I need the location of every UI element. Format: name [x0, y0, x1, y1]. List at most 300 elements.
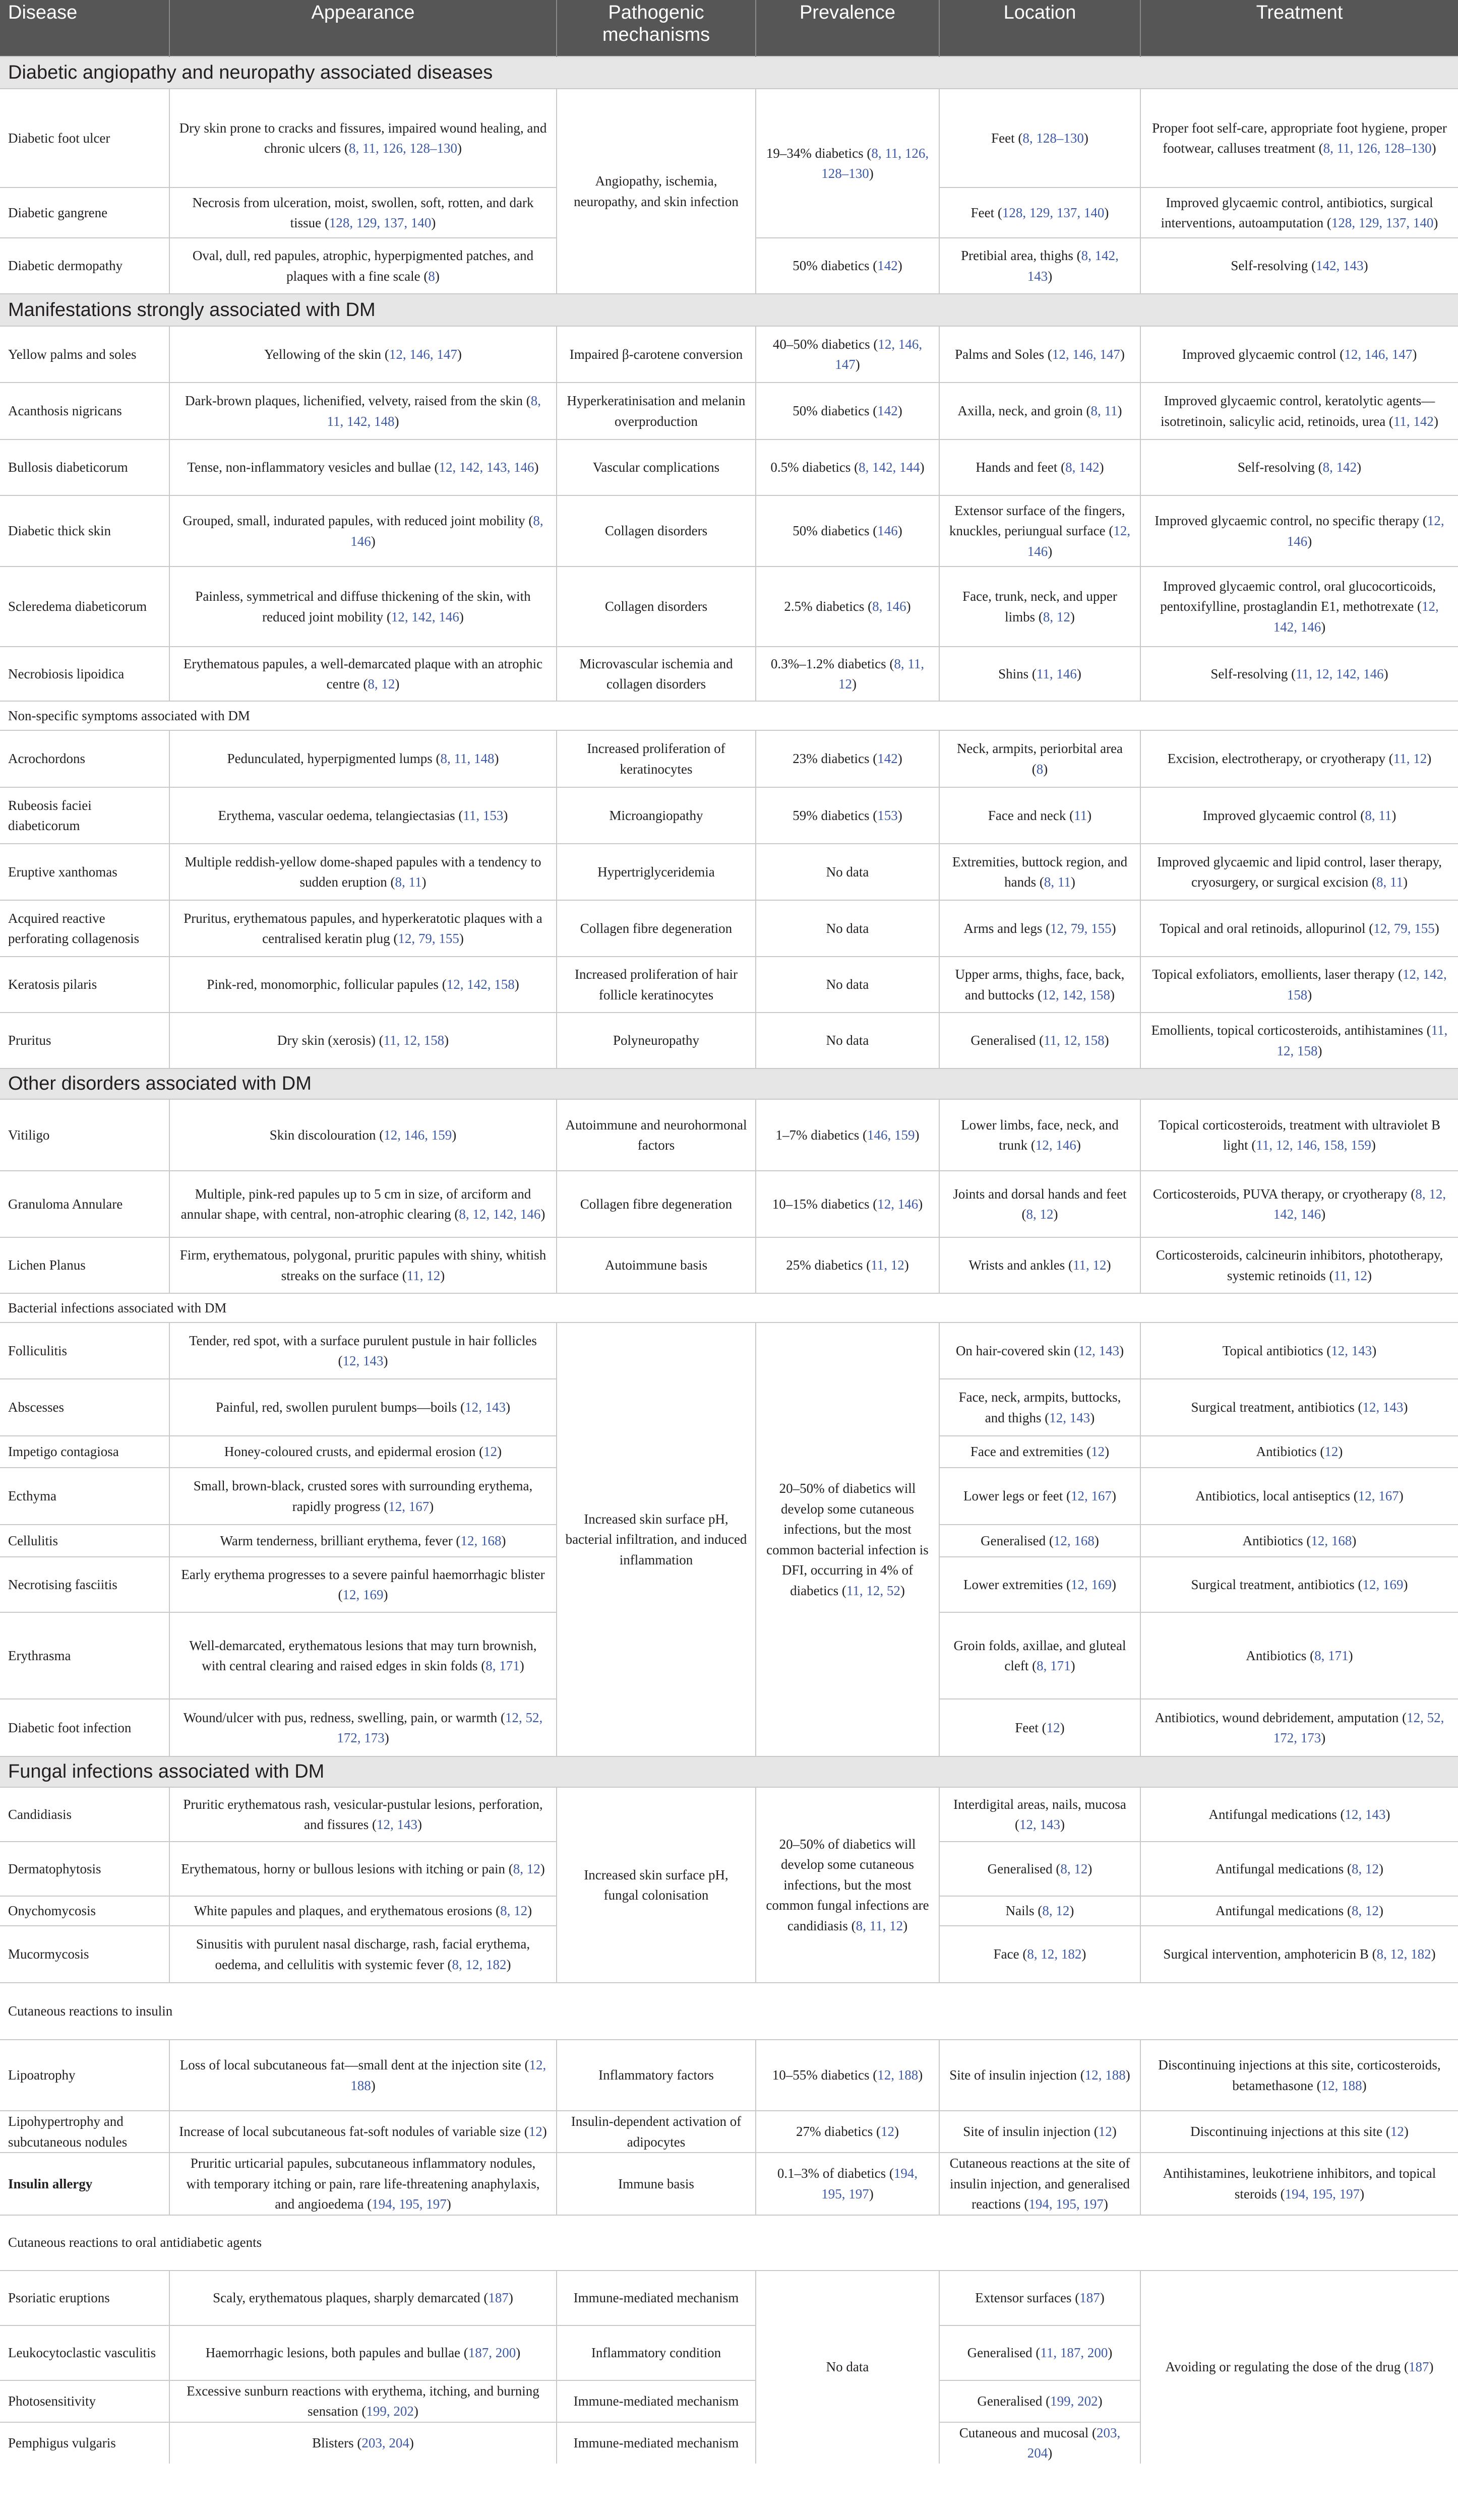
disease-text: Acquired reactive perforating collagenosis	[8, 910, 140, 946]
subsection-title: Bacterial infections associated with DM	[0, 1293, 1458, 1322]
reference-link[interactable]: 8, 12	[500, 1903, 528, 1919]
appearance-cell	[169, 1699, 557, 1756]
location-text: Generalised (	[970, 1033, 1044, 1048]
reference-link[interactable]: 8, 11	[395, 874, 422, 890]
reference-link[interactable]: 203, 204	[361, 2435, 409, 2450]
location-text-close: )	[1100, 2290, 1105, 2305]
disease-cell	[0, 187, 169, 238]
reference-link[interactable]: 8, 12, 182	[452, 1957, 507, 1972]
appearance-text: Erythematous papules, a well-demarcated plaque with an atrophic centre (	[183, 656, 543, 691]
reference-link[interactable]: 8, 12, 182	[1376, 1946, 1431, 1962]
reference-link[interactable]: 8, 12	[1351, 1903, 1379, 1919]
disease-text: Pemphigus vulgaris	[8, 2435, 116, 2450]
location-text-close: )	[1069, 1903, 1074, 1919]
location-text-close: )	[1060, 1817, 1065, 1832]
location-cell	[939, 1525, 1140, 1557]
reference-link[interactable]: 8, 11, 148	[440, 751, 495, 767]
reference-link[interactable]: 12, 167	[1358, 1488, 1399, 1504]
treatment-cell	[1140, 2153, 1458, 2215]
treatment-text-close: )	[1378, 1903, 1383, 1919]
reference-link[interactable]: 8, 171	[1314, 1648, 1349, 1663]
location-cell	[939, 844, 1140, 900]
reference-link[interactable]: 11, 146	[1036, 666, 1077, 681]
appearance-cell	[169, 844, 557, 900]
mechanism-cell	[557, 647, 756, 701]
disease-text: Acanthosis nigricans	[8, 403, 122, 419]
treatment-text-close: )	[1307, 533, 1312, 549]
reference-link[interactable]: 12, 143	[376, 1817, 417, 1832]
mechanism-text: Increased proliferation of keratinocytes	[587, 741, 725, 777]
reference-link[interactable]: 12, 143	[342, 1353, 384, 1368]
treatment-text-close: )	[1433, 215, 1438, 230]
prevalence-text: 40–50% diabetics (	[772, 336, 878, 352]
reference-link[interactable]: 146	[877, 523, 898, 539]
reference-link[interactable]: 11, 12	[1073, 1257, 1107, 1273]
reference-link[interactable]: 199, 202	[366, 2404, 414, 2419]
location-cell	[939, 1237, 1140, 1293]
reference-link[interactable]: 8, 12	[368, 676, 395, 691]
appearance-text: White papules and plaques, and erythematous erosions (	[194, 1903, 501, 1919]
mechanism-text: Autoimmune basis	[604, 1257, 708, 1273]
mechanism-cell	[557, 1237, 756, 1293]
treatment-text: Discontinuing injections at this site, corticosteroids, betamethasone (	[1158, 2057, 1441, 2093]
appearance-text-close: )	[395, 676, 400, 691]
reference-link[interactable]: 187	[1408, 2359, 1429, 2375]
prevalence-cell	[756, 238, 939, 294]
disease-text: Pruritus	[8, 1033, 51, 1048]
reference-link[interactable]: 11, 12, 158	[1044, 1033, 1105, 1048]
appearance-text: Necrosis from ulceration, moist, swollen, soft, rotten, and dark tissue (	[192, 195, 534, 230]
reference-link[interactable]: 12, 143	[1019, 1817, 1060, 1832]
reference-link[interactable]: 12	[483, 1444, 498, 1460]
treatment-text: Emollients, topical corticosteroids, antihistamines (	[1151, 1023, 1431, 1038]
treatment-cell	[1140, 730, 1458, 787]
reference-link[interactable]: 187	[488, 2290, 509, 2305]
location-text: Generalised (	[987, 1861, 1061, 1876]
location-text: Wrists and ankles (	[968, 1257, 1073, 1273]
reference-link[interactable]: 8, 11, 126, 128–130	[1323, 141, 1432, 156]
appearance-cell	[169, 2380, 557, 2422]
reference-link[interactable]: 199, 202	[1050, 2393, 1098, 2409]
treatment-cell	[1140, 900, 1458, 957]
appearance-text-close: )	[519, 1658, 524, 1673]
reference-link[interactable]: 11, 142	[1393, 413, 1434, 429]
location-text: Extensor surfaces (	[975, 2290, 1080, 2305]
prevalence-cell	[756, 2271, 939, 2464]
reference-link[interactable]: 12, 142, 146	[1273, 599, 1439, 635]
disease-text: Diabetic foot infection	[8, 1720, 132, 1735]
disease-cell	[0, 495, 169, 566]
reference-link[interactable]: 142, 143	[1316, 258, 1364, 274]
disease-cell	[0, 1379, 169, 1436]
treatment-text-close: )	[1372, 1343, 1377, 1358]
location-text-close: )	[1094, 1533, 1099, 1548]
treatment-text: Antifungal medications (	[1216, 1861, 1352, 1876]
reference-link[interactable]: 12, 188	[350, 2057, 546, 2093]
reference-link[interactable]: 8, 12	[513, 1861, 540, 1876]
reference-link[interactable]: 12, 146, 147	[389, 346, 457, 362]
table-row	[0, 326, 1458, 383]
prevalence-cell	[756, 2153, 939, 2215]
reference-link[interactable]: 8	[428, 268, 435, 284]
reference-link[interactable]: 8, 12	[1351, 1861, 1379, 1876]
reference-link[interactable]: 11, 153	[463, 807, 504, 823]
reference-link[interactable]: 12, 169	[1362, 1577, 1404, 1592]
disease-text: Scleredema diabeticorum	[8, 599, 147, 614]
table-row	[0, 957, 1458, 1013]
mechanism-text: Angiopathy, ischemia, neuropathy, and skin infection	[574, 173, 739, 209]
treatment-cell	[1140, 844, 1458, 900]
reference-link[interactable]: 12, 52, 172, 173	[1273, 1710, 1444, 1745]
reference-link[interactable]: 12, 143	[1345, 1806, 1386, 1822]
mechanism-cell	[557, 1322, 756, 1756]
location-cell	[939, 1379, 1140, 1436]
prevalence-text-close: )	[869, 2186, 874, 2201]
location-cell	[939, 1926, 1140, 1983]
reference-link[interactable]: 8, 11	[1044, 874, 1071, 890]
disease-cell	[0, 2325, 169, 2380]
treatment-text: Surgical intervention, amphotericin B (	[1163, 1946, 1377, 1962]
treatment-text-close: )	[1360, 2186, 1365, 2201]
reference-link[interactable]: 194, 195, 197	[1285, 2186, 1360, 2201]
prevalence-text: 0.5% diabetics (	[770, 460, 859, 475]
appearance-text-close: )	[440, 1268, 445, 1283]
reference-link[interactable]: 12, 142, 158	[1042, 987, 1110, 1002]
reference-link[interactable]: 12, 146	[1035, 1138, 1076, 1153]
appearance-text: Well-demarcated, erythematous lesions that may turn brownish, with central clearing and raised edges in skin folds (	[189, 1637, 537, 1673]
appearance-cell	[169, 566, 557, 647]
reference-link[interactable]: 8, 12	[1060, 1861, 1088, 1876]
mechanism-text: Immune basis	[618, 2176, 694, 2191]
location-text: Face, neck, armpits, buttocks, and thighs (	[958, 1390, 1121, 1425]
location-text: Feet (	[970, 205, 1002, 220]
disease-cell	[0, 89, 169, 187]
prevalence-cell	[756, 326, 939, 383]
reference-link[interactable]: 142	[877, 751, 898, 767]
location-cell	[939, 1896, 1140, 1926]
reference-link[interactable]: 11, 12	[1333, 1268, 1367, 1283]
appearance-text: Early erythema progresses to a severe painful haemorrhagic blister (	[181, 1566, 545, 1602]
mechanism-text: Immune-mediated mechanism	[573, 2290, 739, 2305]
table-row	[0, 1013, 1458, 1068]
reference-link[interactable]: 12, 168	[1311, 1533, 1352, 1548]
location-cell	[939, 2325, 1140, 2380]
disease-text: Acrochordons	[8, 751, 85, 767]
reference-link[interactable]: 8, 12, 142, 146	[1273, 1186, 1446, 1222]
reference-link[interactable]: 12, 169	[1070, 1577, 1112, 1592]
table-row	[0, 2271, 1458, 2325]
appearance-text: Oval, dull, red papules, atrophic, hyperpigmented patches, and plaques with a fine scale (	[192, 248, 534, 284]
reference-link[interactable]: 8, 171	[1037, 1658, 1071, 1673]
appearance-text-close: )	[435, 268, 440, 284]
prevalence-text-close: )	[897, 403, 902, 419]
prevalence-text: No data	[826, 1033, 869, 1048]
reference-link[interactable]: 8, 12	[1042, 1903, 1070, 1919]
reference-link[interactable]: 12, 188	[877, 2067, 919, 2083]
prevalence-text-close: )	[897, 258, 902, 274]
mechanism-text: Inflammatory factors	[598, 2067, 714, 2083]
location-cell	[939, 2153, 1140, 2215]
reference-link[interactable]: 153	[877, 807, 898, 823]
prevalence-cell	[756, 647, 939, 701]
treatment-text: Improved glycaemic control (	[1182, 346, 1345, 362]
reference-link[interactable]: 11, 12, 146, 158, 159	[1256, 1138, 1371, 1153]
reference-link[interactable]: 8, 11	[1090, 403, 1118, 419]
appearance-cell	[169, 647, 557, 701]
reference-link[interactable]: 128, 129, 137, 140	[329, 215, 432, 230]
reference-link[interactable]: 11, 12, 142, 146	[1296, 666, 1384, 681]
reference-link[interactable]: 8, 11, 12	[856, 1918, 903, 1933]
appearance-text: Loss of local subcutaneous fat—small dent at the injection site (	[179, 2057, 529, 2072]
treatment-cell	[1140, 1787, 1458, 1842]
disease-text: Vitiligo	[8, 1127, 50, 1143]
reference-link[interactable]: 203, 204	[1027, 2425, 1121, 2461]
appearance-text: Dry skin prone to cracks and fissures, impaired wound healing, and chronic ulcers (	[179, 120, 547, 156]
reference-link[interactable]: 146, 159	[867, 1127, 915, 1143]
reference-link[interactable]: 8, 11	[1376, 874, 1403, 890]
prevalence-text-close: )	[852, 676, 857, 691]
reference-link[interactable]: 12, 79, 155	[1373, 920, 1435, 936]
reference-link[interactable]: 12, 168	[1053, 1533, 1095, 1548]
location-text: Lower limbs, face, neck, and trunk (	[961, 1117, 1119, 1153]
reference-link[interactable]: 8, 11, 126, 128–130	[821, 145, 929, 181]
disease-cell	[0, 787, 169, 844]
reference-link[interactable]: 11, 187, 200	[1040, 2345, 1108, 2360]
mechanism-cell	[557, 2271, 756, 2325]
prevalence-text: 50% diabetics (	[793, 523, 878, 539]
reference-link[interactable]: 128, 129, 137, 140	[1331, 215, 1434, 230]
disease-text: Necrobiosis lipoidica	[8, 666, 125, 681]
reference-link[interactable]: 128, 129, 137, 140	[1002, 205, 1105, 220]
appearance-text-close: )	[383, 1353, 388, 1368]
section-header-row	[0, 294, 1458, 326]
reference-link[interactable]: 194, 195, 197	[821, 2166, 918, 2201]
location-text-close: )	[1076, 666, 1081, 681]
appearance-text-close: )	[514, 977, 519, 992]
mechanism-text: Collagen fibre degeneration	[580, 1196, 733, 1212]
reference-link[interactable]: 187	[1079, 2290, 1100, 2305]
treatment-cell	[1140, 1842, 1458, 1896]
reference-link[interactable]: 12, 146, 159	[384, 1127, 452, 1143]
reference-link[interactable]: 8, 128–130	[1022, 130, 1084, 146]
location-text: Axilla, neck, and groin (	[957, 403, 1091, 419]
location-text-close: )	[1081, 1946, 1086, 1962]
appearance-text: Painful, red, swollen purulent bumps—boils (	[215, 1400, 465, 1415]
appearance-cell	[169, 1787, 557, 1842]
reference-link[interactable]: 12, 142, 143, 146	[439, 460, 534, 475]
location-text-close: )	[1060, 1720, 1065, 1735]
reference-link[interactable]: 12, 146	[1027, 523, 1131, 559]
reference-link[interactable]: 12, 79, 155	[1050, 920, 1112, 936]
table-row	[0, 495, 1458, 566]
treatment-text: Topical antibiotics (	[1222, 1343, 1331, 1358]
prevalence-text-close: )	[897, 751, 902, 767]
treatment-text: Surgical treatment, antibiotics (	[1191, 1400, 1363, 1415]
reference-link[interactable]: 12, 188	[1084, 2067, 1126, 2083]
reference-link[interactable]: 12, 143	[1362, 1400, 1404, 1415]
reference-link[interactable]: 11	[1074, 807, 1087, 823]
reference-link[interactable]: 8, 11, 126, 128–130	[348, 141, 457, 156]
mechanism-cell	[557, 566, 756, 647]
reference-link[interactable]: 11, 12	[1393, 751, 1427, 767]
reference-link[interactable]: 12, 52, 172, 173	[337, 1710, 543, 1745]
treatment-cell	[1140, 1379, 1458, 1436]
prevalence-text: 0.3%–1.2% diabetics (	[770, 656, 894, 671]
reference-link[interactable]: 12, 146	[1287, 513, 1444, 549]
treatment-text: Proper foot self-care, appropriate foot hygiene, proper footwear, calluses treatment (	[1152, 120, 1447, 156]
appearance-text: Sinusitis with purulent nasal discharge, rash, facial erythema, oedema, and cellulitis with systemic fever (	[196, 1936, 530, 1972]
reference-link[interactable]: 12, 167	[1070, 1488, 1112, 1504]
reference-link[interactable]: 8, 142	[1065, 460, 1100, 475]
location-cell	[939, 900, 1140, 957]
appearance-cell	[169, 495, 557, 566]
location-cell	[939, 1013, 1140, 1068]
treatment-text-close: )	[1391, 807, 1396, 823]
appearance-text: Painless, symmetrical and diffuse thickening of the skin, with reduced joint mobility (	[195, 589, 531, 624]
disease-text: Insulin allergy	[8, 2176, 93, 2191]
location-text-close: )	[1070, 1658, 1075, 1673]
disease-text: Cellulitis	[8, 1533, 58, 1548]
reference-link[interactable]: 8, 12, 182	[1027, 1946, 1082, 1962]
treatment-text-close: )	[1362, 2077, 1367, 2093]
reference-link[interactable]: 11, 12, 158	[1277, 1023, 1448, 1058]
reference-link[interactable]: 12, 146, 147	[1344, 346, 1413, 362]
header-pathogenic-mechanisms: Pathogenic mechanisms	[557, 0, 756, 56]
prevalence-text-close: )	[906, 599, 911, 614]
reference-link[interactable]: 8, 142, 143	[1027, 248, 1119, 284]
reference-link[interactable]: 8, 146	[872, 599, 906, 614]
reference-link[interactable]: 12	[1091, 1444, 1105, 1460]
location-cell	[939, 1171, 1140, 1237]
location-cell	[939, 1699, 1140, 1756]
reference-link[interactable]: 12, 143	[1331, 1343, 1372, 1358]
treatment-cell	[1140, 1896, 1458, 1926]
header-disease: Disease	[0, 0, 169, 56]
reference-link[interactable]: 8, 142, 144	[859, 460, 920, 475]
reference-link[interactable]: 8, 12	[1026, 1207, 1054, 1222]
treatment-text-close: )	[1429, 2359, 1434, 2375]
disease-cell	[0, 2380, 169, 2422]
appearance-text-close: )	[457, 141, 462, 156]
disease-text: Dermatophytosis	[8, 1861, 101, 1876]
reference-link[interactable]: 8, 171	[485, 1658, 520, 1673]
reference-link[interactable]: 12, 146	[877, 1196, 919, 1212]
reference-link[interactable]: 12, 188	[1321, 2077, 1362, 2093]
reference-link[interactable]: 187, 200	[468, 2345, 516, 2360]
disease-text: Folliculitis	[8, 1343, 68, 1358]
reference-link[interactable]: 12	[1324, 1444, 1339, 1460]
reference-link[interactable]: 8	[1036, 761, 1044, 777]
reference-link[interactable]: 194, 195, 197	[372, 2196, 447, 2212]
disease-text: Erythrasma	[8, 1648, 71, 1663]
prevalence-text: No data	[826, 864, 869, 879]
treatment-cell	[1140, 566, 1458, 647]
reference-link[interactable]: 8, 11, 12	[838, 656, 925, 691]
mechanism-text: Increased skin surface pH, fungal colonisation	[584, 1867, 728, 1903]
reference-link[interactable]: 142	[877, 403, 898, 419]
disease-text: Photosensitivity	[8, 2393, 96, 2409]
table-row	[0, 1237, 1458, 1293]
reference-link[interactable]: 194, 195, 197	[1028, 2196, 1104, 2212]
disease-cell	[0, 1436, 169, 1468]
reference-link[interactable]: 8, 12, 142, 146	[459, 1207, 541, 1222]
reference-link[interactable]: 12, 146, 147	[835, 336, 923, 372]
reference-link[interactable]: 8, 11, 142, 148	[327, 393, 541, 429]
header-appearance: Appearance	[169, 0, 557, 56]
reference-link[interactable]: 11, 12	[406, 1268, 441, 1283]
prevalence-text: 59% diabetics (	[793, 807, 878, 823]
treatment-text-close: )	[1404, 2124, 1409, 2139]
reference-link[interactable]: 8, 11	[1365, 807, 1392, 823]
reference-link[interactable]: 12, 142, 158	[446, 977, 515, 992]
appearance-cell	[169, 326, 557, 383]
prevalence-cell	[756, 957, 939, 1013]
treatment-cell	[1140, 1013, 1458, 1068]
appearance-text-close: )	[413, 2404, 418, 2419]
reference-link[interactable]: 12, 167	[388, 1498, 430, 1514]
location-cell	[939, 1436, 1140, 1468]
reference-link[interactable]: 142	[877, 258, 898, 274]
table-row	[0, 730, 1458, 787]
treatment-text: Discontinuing injections at this site (	[1190, 2124, 1390, 2139]
reference-link[interactable]: 12	[1098, 2124, 1112, 2139]
reference-link[interactable]: 8, 142	[1322, 460, 1357, 475]
prevalence-text: 23% diabetics (	[793, 751, 878, 767]
reference-link[interactable]: 8, 12	[1043, 609, 1070, 624]
treatment-text: Improved glycaemic control, keratolytic agents—isotretinoin, salicylic acid, retinoids, urea (	[1161, 393, 1435, 429]
prevalence-text-close: )	[900, 1583, 905, 1598]
location-text: Interdigital areas, nails, mucosa (	[953, 1796, 1126, 1832]
reference-link[interactable]: 12	[880, 2124, 894, 2139]
reference-link[interactable]: 12, 143	[1078, 1343, 1120, 1358]
reference-link[interactable]: 12, 169	[342, 1587, 384, 1602]
appearance-cell	[169, 2111, 557, 2153]
reference-link[interactable]: 12, 142, 158	[1287, 967, 1447, 1002]
reference-link[interactable]: 11, 12, 52	[846, 1583, 900, 1598]
location-text: Feet (	[991, 130, 1023, 146]
treatment-cell	[1140, 1926, 1458, 1983]
appearance-text: Multiple, pink-red papules up to 5 cm in size, of arciform and annular shape, with central, non-atrophic clearing (	[180, 1186, 531, 1222]
appearance-text: Skin discolouration (	[269, 1127, 384, 1143]
reference-link[interactable]: 12, 168	[460, 1533, 502, 1548]
location-cell	[939, 1468, 1140, 1525]
treatment-text: Avoiding or regulating the dose of the drug (	[1165, 2359, 1409, 2375]
reference-link[interactable]: 8, 146	[350, 513, 543, 549]
treatment-cell	[1140, 1468, 1458, 1525]
section-header-row	[0, 1068, 1458, 1099]
subsection-header-row	[0, 1293, 1458, 1322]
reference-link[interactable]: 12, 143	[1049, 1410, 1090, 1425]
location-text: Pretibial area, thighs (	[961, 248, 1081, 263]
appearance-text: Haemorrhagic lesions, both papules and bullae (	[205, 2345, 468, 2360]
reference-link[interactable]: 12, 146, 147	[1052, 346, 1120, 362]
reference-link[interactable]: 11, 12, 158	[383, 1033, 445, 1048]
appearance-text-close: )	[494, 751, 499, 767]
location-text-close: )	[1106, 1257, 1111, 1273]
location-text-close: )	[1110, 987, 1115, 1002]
appearance-cell	[169, 1322, 557, 1379]
reference-link[interactable]: 12	[1046, 1720, 1060, 1735]
reference-link[interactable]: 12, 79, 155	[398, 931, 459, 946]
appearance-cell	[169, 1171, 557, 1237]
appearance-text-close: )	[383, 1587, 388, 1602]
reference-link[interactable]: 11, 12	[871, 1257, 904, 1273]
prevalence-cell	[756, 787, 939, 844]
reference-link[interactable]: 12, 142, 146	[391, 609, 459, 624]
reference-link[interactable]: 12	[528, 2124, 542, 2139]
reference-link[interactable]: 12, 143	[465, 1400, 506, 1415]
reference-link[interactable]: 12	[1390, 2124, 1404, 2139]
